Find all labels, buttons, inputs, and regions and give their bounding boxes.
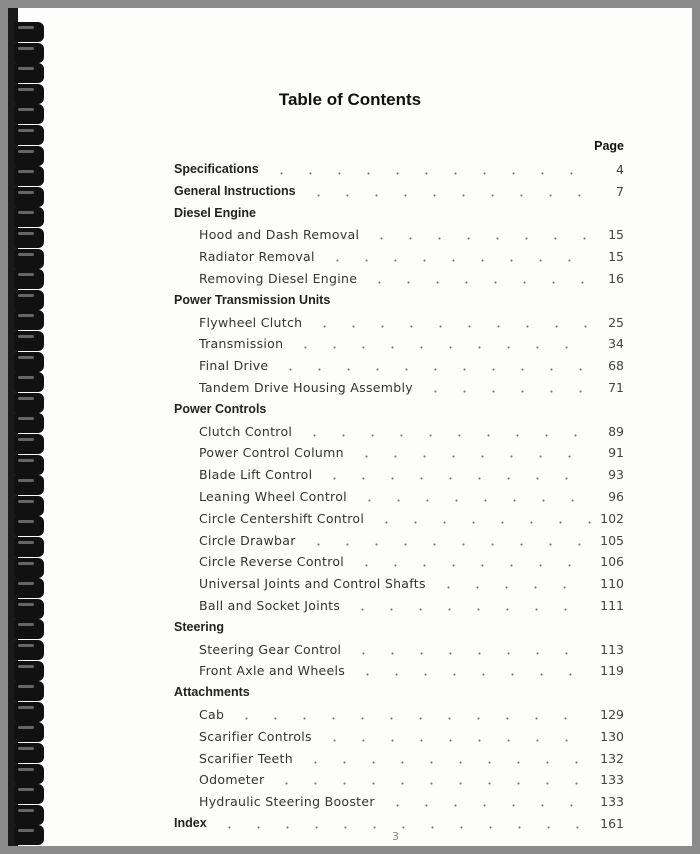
toc-label: Attachments [174,685,250,700]
toc-page-number: 110 [600,576,624,592]
toc-entry [0,315,700,335]
toc-section [0,402,700,422]
toc-label: Radiator Removal [199,249,315,265]
toc-label: Hood and Dash Removal [199,227,360,243]
page-number: 3 [392,830,399,843]
toc-page-number: 106 [600,554,624,570]
toc-label: Transmission [199,336,284,352]
dot-leader [323,259,592,262]
toc-label: Flywheel Clutch [199,314,303,330]
dot-leader [215,826,592,829]
dot-leader [300,434,592,437]
dot-leader [304,194,592,197]
dot-leader [352,564,592,567]
toc-entry [0,380,700,400]
toc-entry [0,533,700,553]
toc-entry [0,489,700,509]
toc-label: Power Controls [174,401,267,416]
toc-label: Circle Drawbar [199,532,296,548]
toc-page-number: 93 [608,467,624,483]
toc-section [0,620,700,640]
toc-section [0,184,700,204]
toc-page-number: 15 [608,249,624,265]
toc-entry [0,445,700,465]
toc-label: Tandem Drive Housing Assembly [199,380,413,395]
dot-leader [301,761,592,764]
dot-leader [352,455,592,458]
toc-entry [0,249,700,269]
toc-label: Universal Joints and Control Shafts [199,576,426,592]
toc-label: Final Drive [199,358,269,374]
toc-entry [0,554,700,574]
toc-label: Power Control Column [199,445,344,461]
toc-entry [0,576,700,596]
toc-entry [0,598,700,618]
toc-section [0,162,700,182]
toc-label: Odometer [199,772,265,788]
toc-entry [0,707,700,727]
toc-entry [0,642,700,662]
dot-leader [372,521,592,524]
dot-leader [383,804,592,807]
toc-label: Circle Centershift Control [199,510,365,526]
dot-leader [367,237,592,240]
toc-section [0,685,700,705]
toc-label: Ball and Socket Joints [199,598,341,613]
toc-page-number: 7 [616,183,624,199]
toc-page-number: 133 [600,794,624,810]
page-column-label: Page [594,139,624,153]
toc-page-number: 96 [608,489,624,504]
dot-leader [348,608,592,611]
toc-label: Scarifier Controls [199,728,312,744]
toc-label: Steering Gear Control [199,641,342,657]
toc-entry [0,511,700,531]
toc-page-number: 129 [600,707,624,722]
toc-label: Steering [174,619,225,634]
toc-page-number: 130 [600,728,624,744]
dot-leader [310,325,592,328]
toc-section [0,816,700,836]
toc-page-number: 34 [608,336,624,352]
toc-label: Hydraulic Steering Booster [199,794,375,810]
toc-label: Diesel Engine [174,205,256,220]
toc-entry [0,424,700,444]
toc-label: Scarifier Teeth [199,750,293,766]
dot-leader [421,390,592,393]
toc-page-number: 105 [600,532,624,548]
dot-leader [365,281,592,284]
dot-leader [353,673,592,676]
toc-label: Specifications [174,162,259,176]
toc-page-number: 71 [608,380,624,395]
toc-label: Front Axle and Wheels [199,663,346,679]
toc-page-number: 15 [608,227,624,243]
toc-entry [0,467,700,487]
toc-label: Clutch Control [199,423,293,439]
dot-leader [304,543,592,546]
toc-page-number: 68 [608,358,624,374]
toc-label: Blade Lift Control [199,467,313,483]
toc-entry [0,663,700,683]
toc-label: Removing Diesel Engine [199,271,358,286]
dot-leader [272,782,592,785]
dot-leader [434,586,592,589]
dot-leader [267,172,592,175]
toc-page-number: 102 [600,510,624,526]
toc-entry [0,751,700,771]
dot-leader [291,346,592,349]
toc-page-number: 111 [600,598,624,613]
toc-entry [0,358,700,378]
toc-entry [0,271,700,291]
dot-leader [320,477,592,480]
toc-page-number: 132 [600,750,624,766]
dot-leader [349,652,592,655]
dot-leader [276,368,592,371]
dot-leader [320,739,592,742]
toc-label: Circle Reverse Control [199,554,345,570]
dot-leader [355,499,592,502]
toc-page-number: 89 [608,423,624,439]
dot-leader [232,717,592,720]
toc-page-number: 113 [600,641,624,657]
toc-page-number: 4 [616,162,624,177]
toc-label: General Instructions [174,183,296,198]
toc-section [0,206,700,226]
toc-entry [0,772,700,792]
toc-entry [0,729,700,749]
page-title: Table of Contents [278,90,422,109]
toc-page-number: 16 [608,271,624,286]
toc-label: Cab [199,707,225,722]
toc-page-number: 161 [600,816,624,831]
toc-entry [0,227,700,247]
toc-label: Power Transmission Units [174,292,331,307]
toc-section [0,293,700,313]
toc-label: Leaning Wheel Control [199,489,347,504]
toc-page-number: 25 [608,314,624,330]
toc-page-number: 133 [600,772,624,788]
toc-entry [0,336,700,356]
toc-label: Index [174,816,207,830]
toc-page-number: 91 [608,445,624,461]
toc-entry [0,794,700,814]
toc-page-number: 119 [600,663,624,679]
